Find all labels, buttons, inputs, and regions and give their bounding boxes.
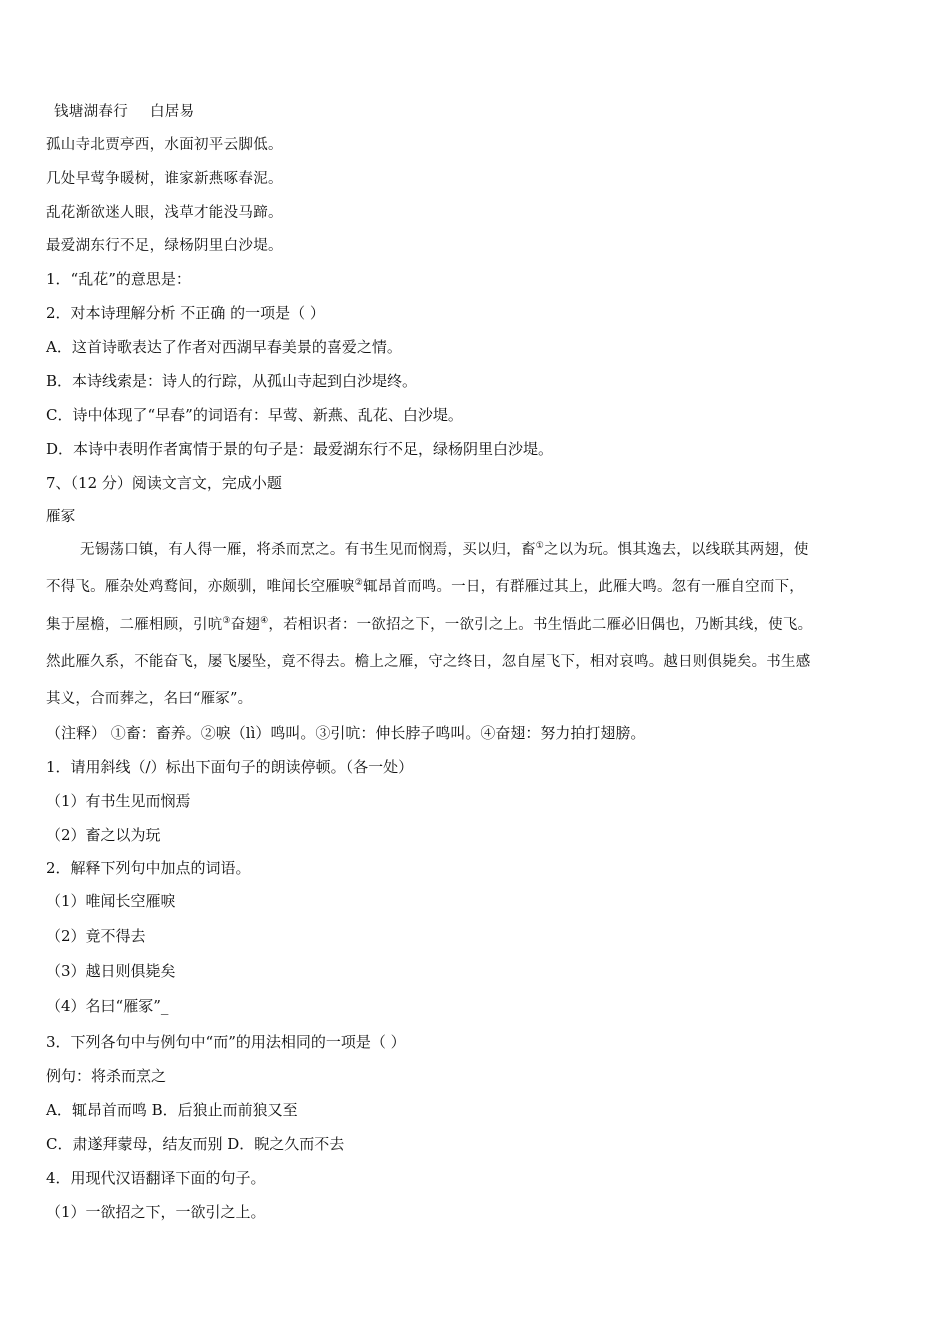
passage-text: 无锡荡口镇，有人得一雁，将杀而烹之。有书生见而悯焉，买以归，畜 xyxy=(80,542,536,558)
passage-line xyxy=(46,615,812,635)
passage-line: 然此雁久系，不能奋飞，屡飞屡坠，竟不得去。檐上之雁，守之终日，忽自屋飞下，相对哀鸣。越日则俱毙矣。书生感 xyxy=(46,654,811,670)
passage-text: ，若相识者：一欲招之下，一欲引之上。书生悟此二雁必旧偶也，乃断其线，使飞。 xyxy=(268,617,813,633)
passage-line: 其义，合而葬之，名曰“雁冢”。 xyxy=(46,691,253,707)
passage-text: 之以为玩。惧其逸去，以线联其两翅，使 xyxy=(543,542,809,558)
passage-text: 不得飞。雁杂处鸡鹜间，亦颇驯，唯闻长空雁唳 xyxy=(46,579,355,595)
poem-author: 白居易 xyxy=(150,104,195,120)
passage-title: 雁冢 xyxy=(46,509,76,525)
question-line: C．肃遂拜蒙母，结友而别 D．睨之久而不去 xyxy=(46,1135,345,1153)
poem-question-2: 2．对本诗理解分析 不正确 的一项是（ ） xyxy=(46,304,325,322)
question-line: （1）一欲招之下，一欲引之上。 xyxy=(46,1203,266,1221)
question-line: A．辄昂首而鸣 B．后狼止而前狼又至 xyxy=(46,1101,298,1119)
notes: （注释） ①畜：畜养。②唳（lì）鸣叫。③引吭：伸长脖子鸣叫。④奋翅：努力拍打翅膀。 xyxy=(46,724,646,742)
passage-text: 辄昂首而鸣。一日，有群雁过其上，此雁大鸣。忽有一雁自空而下， xyxy=(362,579,804,595)
poem-title: 钱塘湖春行 xyxy=(54,104,128,120)
poem-line: 最爱湖东行不足，绿杨阴里白沙堤。 xyxy=(46,238,283,254)
option-b: B．本诗线索是：诗人的行踪，从孤山寺起到白沙堤终。 xyxy=(46,372,418,390)
question-line: 4．用现代汉语翻译下面的句子。 xyxy=(46,1169,266,1187)
poem-line: 孤山寺北贾亭西，水面初平云脚低。 xyxy=(46,137,283,153)
passage-line xyxy=(46,577,804,597)
passage-text: 奋翅 xyxy=(230,617,261,633)
question-line: （2）畜之以为玩 xyxy=(46,826,161,844)
question-line: （3）越日则俱毙矣 xyxy=(46,962,176,980)
footnote-marker: ③ xyxy=(222,616,231,627)
question-line: 例句：将杀而烹之 xyxy=(46,1067,167,1085)
question-line: 2．解释下列句中加点的词语。 xyxy=(46,859,251,877)
question-line: 3．下列各句中与例句中“而”的用法相同的一项是（ ） xyxy=(46,1033,406,1051)
footnote-marker: ② xyxy=(354,578,363,589)
poem-line: 乱花渐欲迷人眼，浅草才能没马蹄。 xyxy=(46,205,283,221)
question-line: （4）名曰“雁冢”_ xyxy=(46,997,169,1015)
poem-question-1: 1．“乱花”的意思是： xyxy=(46,270,191,288)
option-a: A．这首诗歌表达了作者对西湖早春美景的喜爱之情。 xyxy=(46,338,402,356)
poem-line: 几处早莺争暖树，谁家新燕啄春泥。 xyxy=(46,171,283,187)
passage-line xyxy=(80,540,809,560)
question-line: （1）有书生见而悯焉 xyxy=(46,792,191,810)
passage-text: 集于屋檐，二雁相顾，引吭 xyxy=(46,617,223,633)
question-line: （1）唯闻长空雁唳 xyxy=(46,892,176,910)
footnote-marker: ① xyxy=(535,541,544,552)
question-line: 1．请用斜线（/）标出下面句子的朗读停顿。（各一处） xyxy=(46,758,414,776)
option-c: C．诗中体现了“早春”的词语有：早莺、新燕、乱花、白沙堤。 xyxy=(46,406,463,424)
poem-title-line xyxy=(54,102,194,122)
option-d: D．本诗中表明作者寓情于景的句子是：最爱湖东行不足，绿杨阴里白沙堤。 xyxy=(46,440,554,458)
section-7-heading: 7、（12 分）阅读文言文，完成小题 xyxy=(46,474,282,492)
question-line: （2）竟不得去 xyxy=(46,927,146,945)
footnote-marker: ④ xyxy=(260,616,269,627)
